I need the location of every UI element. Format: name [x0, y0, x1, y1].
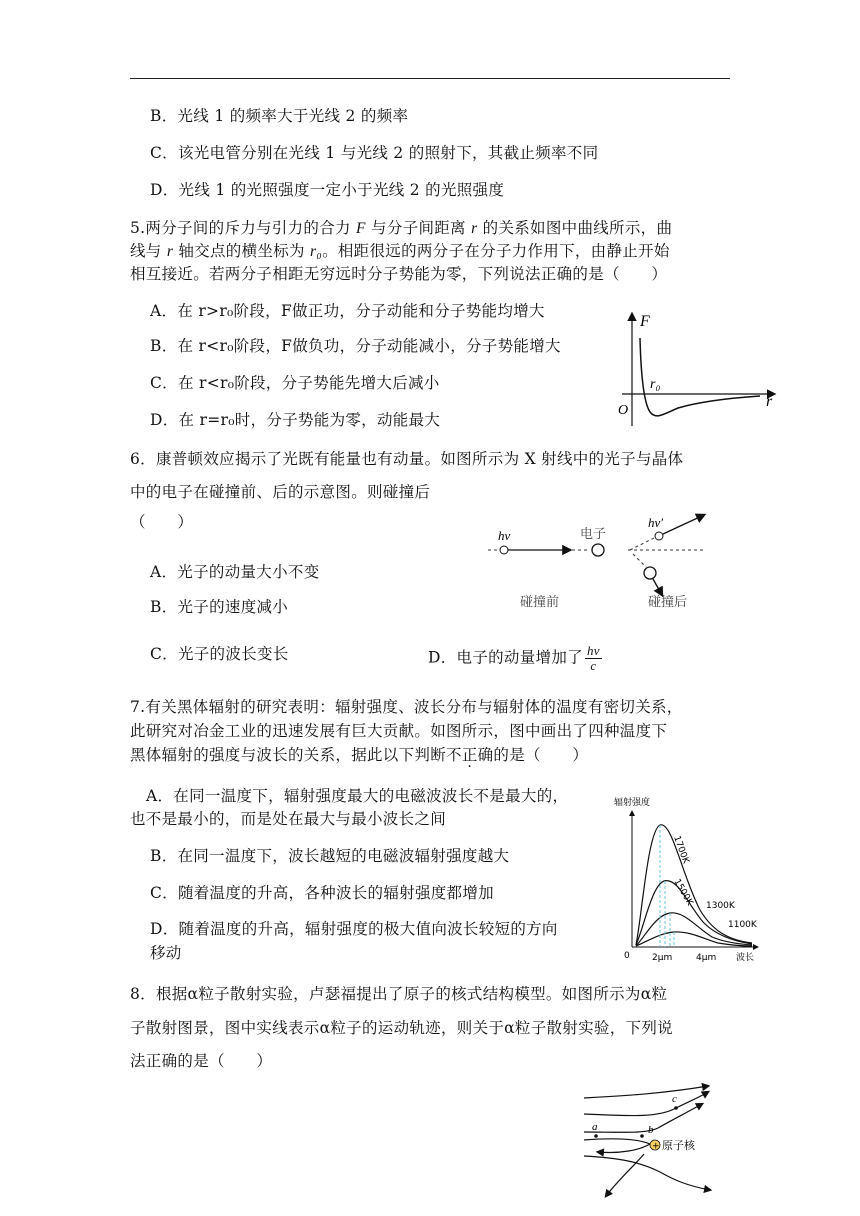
q7-option-c: C．随着温度的升高，各种波长的辐射强度都增加 [150, 884, 494, 902]
trajectory-lower [584, 1156, 710, 1190]
electron-before [592, 544, 604, 556]
origin-label: O [618, 403, 629, 418]
blackbody-radiation-graph [612, 795, 772, 965]
photon-scatter-dashed [630, 537, 656, 550]
trajectory-a [584, 1139, 650, 1153]
q7-stem-line3: 黑体辐射的强度与波长的关系，据此以下判断不正确的是（ ） [130, 746, 589, 764]
q8-stem-line3: 法正确的是（ ） [130, 1052, 273, 1070]
photon-before [500, 546, 508, 554]
q7-option-d-line2: 移动 [150, 944, 182, 962]
before-caption: 碰撞前 [520, 595, 560, 610]
hv-over-c-fraction: $\frac{h\nu}{c}$ [586, 643, 600, 673]
trajectory-top [584, 1086, 708, 1098]
electron-recoil-dashed [633, 554, 646, 567]
r0-label: r₀ [650, 377, 661, 392]
y-label: F [640, 313, 650, 330]
label-b: b [648, 1124, 654, 1136]
q4-option-b: B．光线 1 的频率大于光线 2 的频率 [150, 107, 409, 125]
q5-option-c: C．在 r<r₀阶段，分子势能先增大后减小 [150, 374, 440, 392]
q7-stem-line2: 此研究对冶金工业的迅速发展有巨大贡献。如图所示，图中画出了四种温度下 [130, 722, 668, 740]
q6-option-c: C．光子的波长变长 [150, 645, 289, 663]
q5-stem-line2: 线与 r 轴交点的横坐标为 r₀。相距很远的两分子在分子力作用下，由静止开始 [130, 242, 670, 260]
label-c: c [672, 1093, 677, 1105]
label-1700K: 1700K [671, 834, 691, 866]
q7-stem-line1: 7.有关黑体辐射的研究表明：辐射强度、波长分布与辐射体的温度有密切关系， [130, 698, 683, 716]
q7-option-a-line1: A．在同一温度下，辐射强度最大的电磁波波长不是最大的， [146, 787, 569, 805]
q7-option-a-line2: 也不是最小的，而是处在最大与最小波长之间 [130, 810, 447, 828]
q5-option-d: D．在 r=r₀时，分子势能为零，动能最大 [150, 411, 441, 429]
photon-after-label: hν′ [648, 515, 664, 530]
molecular-force-graph [612, 308, 782, 428]
q6-option-a: A．光子的动量大小不变 [150, 563, 320, 581]
q5-stem-line3: 相互接近。若两分子相距无穷远时分子势能为零，下列说法正确的是（ ） [130, 265, 668, 283]
point-c [674, 1106, 678, 1110]
electron-after [644, 567, 656, 579]
header-rule [130, 78, 730, 79]
q8-stem-line1: 8．根据α粒子散射实验，卢瑟福提出了原子的核式结构模型。如图所示为α粒 [130, 985, 668, 1003]
emphasis-not-correct: 不正确 [446, 746, 494, 764]
tick-2um: 2μm [652, 953, 673, 963]
photon-before-label: hν [498, 528, 511, 543]
after-caption: 碰撞后 [648, 595, 688, 610]
q5-option-b: B．在 r<r₀阶段，F做负功，分子动能减小，分子势能增大 [150, 337, 561, 355]
label-a: a [592, 1121, 598, 1133]
q6-stem-line2: 中的电子在碰撞前、后的示意图。则碰撞后 [130, 483, 431, 501]
trajectory-b [584, 1104, 702, 1132]
point-a [594, 1134, 598, 1138]
q6-stem-line1: 6．康普顿效应揭示了光既有能量也有动量。如图所示为 X 射线中的光子与晶体 [130, 450, 684, 468]
alpha-scattering-diagram [580, 1078, 720, 1204]
label-1300K: 1300K [706, 901, 735, 911]
nucleus-plus-icon: + [652, 1141, 660, 1152]
compton-scattering-diagram [488, 505, 713, 615]
photon-path-after [663, 515, 704, 534]
q7-option-d-line1: D．随着温度的升高，辐射强度的极大值向波长较短的方向 [150, 920, 558, 938]
trajectory-c [584, 1092, 708, 1116]
x-axis-label: 波长 [736, 953, 755, 963]
q8-stem-line2: 子散射图景，图中实线表示α粒子的运动轨迹，则关于α粒子散射实验，下列说 [130, 1019, 673, 1037]
q6-option-d: D．电子的动量增加了 $\frac{h\nu}{c}$ [428, 643, 600, 673]
q6-answer-paren: （ ） [130, 513, 194, 531]
nucleus-label: 原子核 [662, 1139, 695, 1152]
y-axis-label: 辐射强度 [614, 798, 651, 808]
q7-option-b: B．在同一温度下，波长越短的电磁波辐射强度越大 [150, 847, 510, 865]
q6-option-b: B．光子的速度减小 [150, 598, 289, 616]
q5-option-a: A．在 r>r₀阶段，F做正功，分子动能和分子势能均增大 [150, 302, 545, 320]
x-label: r [766, 393, 773, 410]
electron-label: 电子 [580, 527, 607, 542]
q4-option-c: C．该光电管分别在光线 1 与光线 2 的照射下，其截止频率不同 [150, 144, 599, 162]
label-1500K: 1500K [671, 877, 695, 908]
origin-label: 0 [624, 951, 630, 961]
point-b [640, 1134, 644, 1138]
tick-4um: 4μm [696, 953, 717, 963]
electron-path-after [653, 579, 662, 595]
q4-option-d: D．光线 1 的光照强度一定小于光线 2 的光照强度 [150, 181, 505, 199]
label-1100K: 1100K [728, 920, 757, 930]
photon-after [655, 532, 663, 540]
q5-stem-line1: 5.两分子间的斥力与引力的合力 F 与分子间距离 r 的关系如图中曲线所示，曲 [130, 219, 673, 237]
